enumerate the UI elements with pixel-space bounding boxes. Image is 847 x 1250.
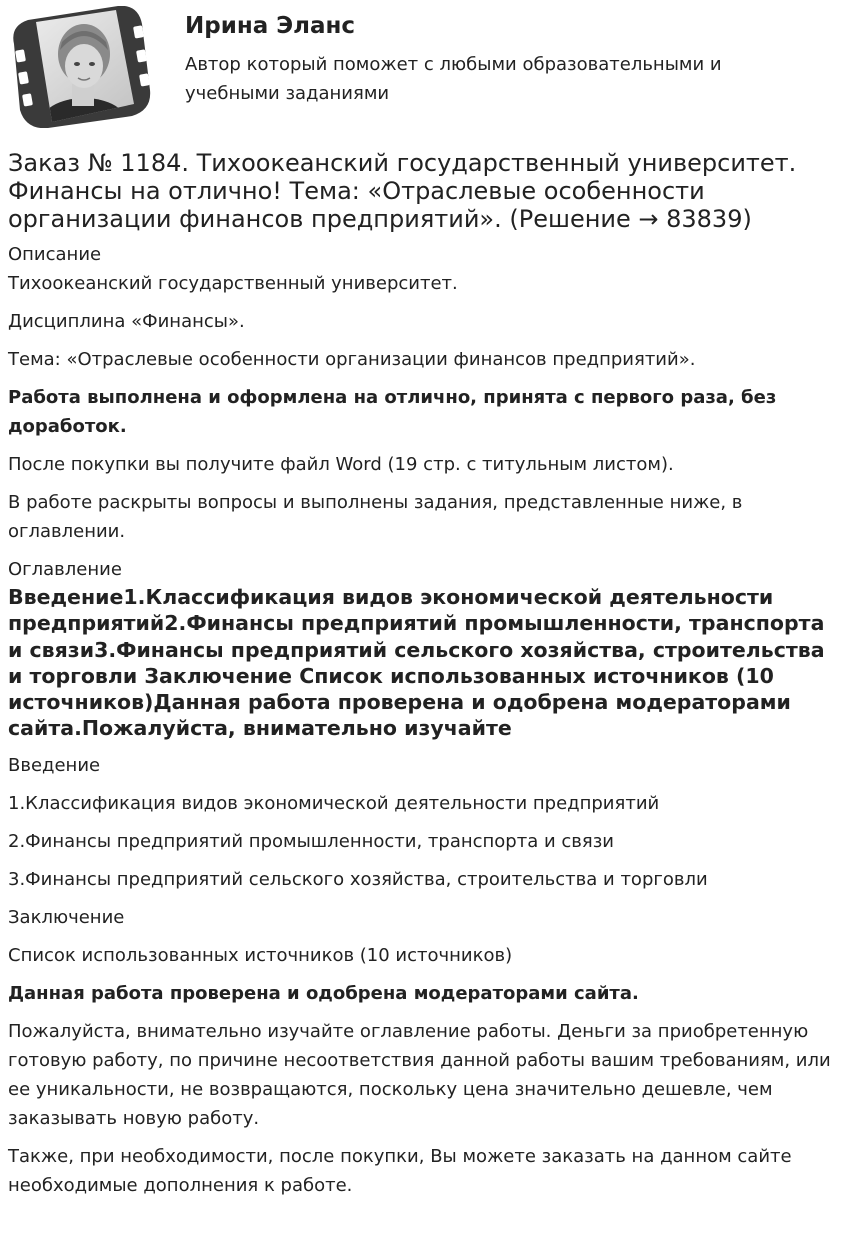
- refund-warning: Пожалуйста, внимательно изучайте оглавление работы. Деньги за приобретенную готовую работу, по причине несоответствия данной работы вашим требованиям, или ее уникальности, не возвращаются, поскольку цена значительно дешевле, чем заказывать новую работу.: [8, 1020, 831, 1129]
- university-text: Тихоокеанский государственный университет.: [8, 273, 458, 294]
- file-info: После покупки вы получите файл Word (19 стр. с титульным листом).: [8, 454, 674, 475]
- toc-item: Список использованных источников (10 источников): [8, 944, 513, 966]
- quality-note: Работа выполнена и оформлена на отлично, принята с первого раза, без доработок.: [8, 387, 777, 437]
- author-avatar: [6, 6, 152, 128]
- content-note: В работе раскрыты вопросы и выполнены задания, представленные ниже, в оглавлении.: [8, 492, 743, 542]
- order-content: [8, 149, 840, 1209]
- toc-item: Заключение: [8, 906, 125, 928]
- toc-item: Введение: [8, 754, 101, 776]
- order-title: Заказ № 1184. Тихоокеанский государственный университет. Финансы на отлично! Тема: «Отраслевые особенности организации финансов предприятий». (Решение → 83839): [8, 149, 797, 233]
- discipline-text: Дисциплина «Финансы».: [8, 311, 245, 332]
- moderation-note: Данная работа проверена и одобрена модераторами сайта.: [8, 982, 639, 1004]
- toc-item: 2.Финансы предприятий промышленности, транспорта и связи: [8, 830, 614, 852]
- topic-text: Тема: «Отраслевые особенности организации финансов предприятий».: [8, 349, 696, 370]
- author-description: Автор который поможет с любыми образовательными и учебными заданиями: [185, 54, 722, 104]
- author-header: [0, 0, 847, 135]
- description-label: Описание: [8, 244, 102, 265]
- toc-item: 3.Финансы предприятий сельского хозяйства, строительства и торговли: [8, 868, 708, 890]
- additions-note: Также, при необходимости, после покупки, Вы можете заказать на данном сайте необходимые дополнения к работе.: [8, 1145, 792, 1196]
- toc-label: Оглавление: [8, 559, 122, 580]
- toc-item: 1.Классификация видов экономической деятельности предприятий: [8, 792, 660, 814]
- author-name: Ирина Эланс: [185, 13, 356, 39]
- toc-heading: Введение1.Классификация видов экономической деятельности предприятий2.Финансы предприятий промышленности, транспорта и связи3.Финансы предприятий сельского хозяйства, строительства и торговли Заключение Список использованных источников (10 источников)Данная работа проверена и одобрена модераторами сайта.Пожалуйста, внимательно изучайте: [8, 585, 825, 741]
